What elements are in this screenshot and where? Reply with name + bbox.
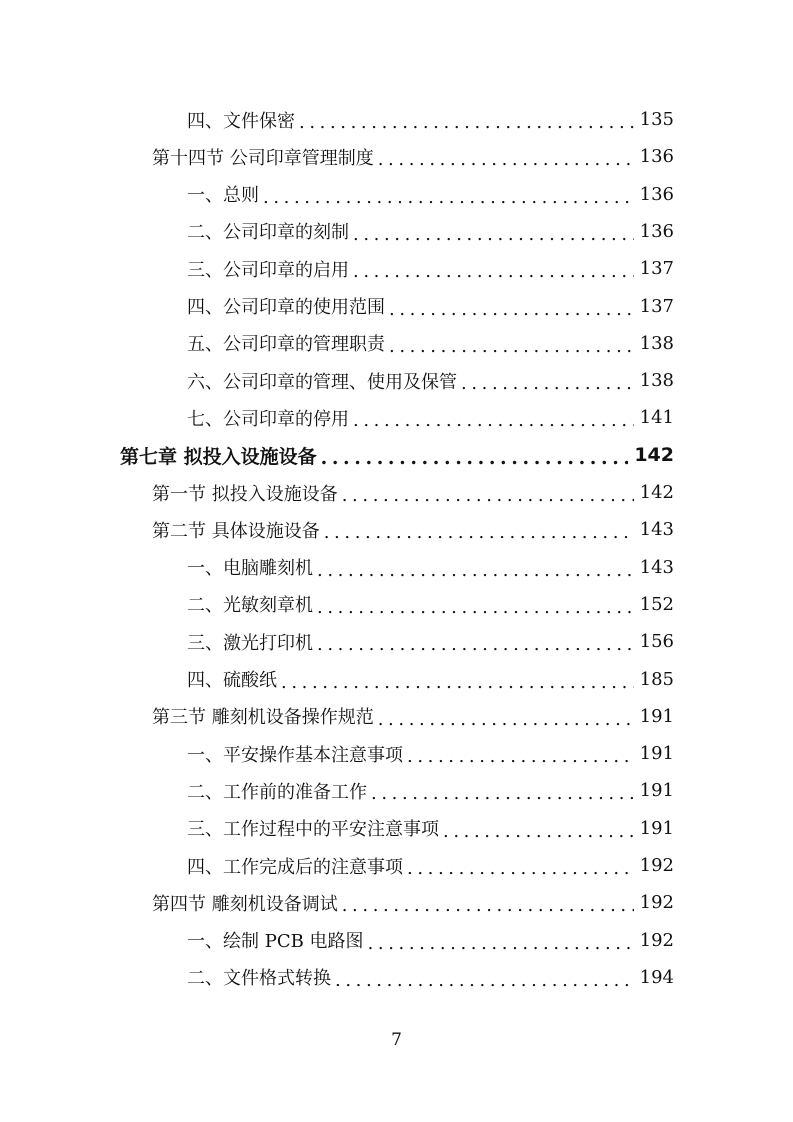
toc-entry-title: 三、公司印章的启用 <box>187 259 349 281</box>
toc-dot-leader <box>321 447 629 469</box>
toc-dot-leader <box>299 112 634 133</box>
toc-dot-leader <box>353 410 634 431</box>
toc-entry-item[interactable] <box>187 325 674 362</box>
toc-entry-item[interactable] <box>187 399 674 436</box>
toc-entry-title: 四、文件保密 <box>187 110 295 132</box>
toc-entry-title: 第四节 雕刻机设备调试 <box>152 893 338 915</box>
toc-entry-page: 192 <box>639 892 674 914</box>
toc-entry-section[interactable] <box>152 884 674 921</box>
toc-dot-leader <box>342 895 634 916</box>
toc-entry-item[interactable] <box>187 213 674 250</box>
toc-dot-leader <box>324 522 634 543</box>
toc-dot-leader <box>378 149 634 170</box>
toc-entry-page: 191 <box>639 780 674 802</box>
toc-entry-page: 135 <box>639 109 674 130</box>
toc-entry-title: 二、公司印章的刻制 <box>187 222 349 244</box>
toc-entry-page: 191 <box>639 743 674 765</box>
toc-entry-title: 一、绘制 PCB 电路图 <box>187 931 364 953</box>
toc-dot-leader <box>389 336 634 357</box>
toc-entry-page: 137 <box>639 295 674 317</box>
toc-entry-page: 136 <box>639 146 674 168</box>
toc-dot-leader <box>335 970 634 991</box>
toc-entry-item[interactable] <box>187 922 674 959</box>
toc-entry-title: 二、工作前的准备工作 <box>187 781 367 803</box>
toc-entry-page: 143 <box>639 556 674 578</box>
toc-entry-page: 191 <box>639 817 674 839</box>
toc-dot-leader <box>353 224 634 245</box>
toc-entry-title: 四、公司印章的使用范围 <box>187 297 385 318</box>
toc-dot-leader <box>371 783 634 804</box>
toc-entry-page: 141 <box>639 407 674 429</box>
toc-entry-item[interactable] <box>187 959 674 996</box>
toc-entry-page: 192 <box>639 855 674 876</box>
toc-dot-leader <box>317 634 634 655</box>
toc-entry-page: 138 <box>639 332 674 354</box>
toc-entry-page: 137 <box>639 258 674 280</box>
toc-entry-title: 第一节 拟投入设施设备 <box>152 483 338 505</box>
toc-dot-leader <box>461 373 634 394</box>
toc-entry-title: 一、平安操作基本注意事项 <box>187 744 403 766</box>
toc-dot-leader <box>368 933 634 954</box>
toc-entry-chapter[interactable] <box>120 437 674 474</box>
toc-entry-page: 192 <box>639 929 674 951</box>
toc-entry-item[interactable] <box>187 586 674 623</box>
toc-entry-item[interactable] <box>187 250 674 287</box>
toc-entry-title: 第三节 雕刻机设备操作规范 <box>152 707 374 729</box>
toc-entry-title: 第十四节 公司印章管理制度 <box>152 147 374 169</box>
toc-dot-leader <box>317 560 634 581</box>
toc-entry-item[interactable] <box>187 623 674 660</box>
toc-entry-item[interactable] <box>187 772 674 809</box>
toc-dot-leader <box>407 746 634 767</box>
toc-entry-title: 三、激光打印机 <box>187 632 313 654</box>
toc-entry-title: 三、工作过程中的平安注意事项 <box>187 819 439 841</box>
toc-entry-title: 第七章 拟投入设施设备 <box>120 445 317 468</box>
page-number: 7 <box>391 1030 402 1050</box>
toc-dot-leader <box>378 709 634 730</box>
toc-entry-item[interactable] <box>187 176 674 213</box>
toc-entry-section[interactable] <box>152 138 674 175</box>
toc-entry-title: 六、公司印章的管理、使用及保管 <box>187 371 457 393</box>
toc-entry-item[interactable] <box>187 810 674 847</box>
toc-dot-leader <box>263 187 634 208</box>
toc-entry-title: 五、公司印章的管理职责 <box>187 334 385 356</box>
toc-entry-page: 156 <box>639 631 674 653</box>
toc-entry-page: 194 <box>639 966 674 988</box>
toc-entry-page: 142 <box>634 444 674 467</box>
toc-entry-page: 143 <box>639 519 674 541</box>
toc-dot-leader <box>342 485 634 506</box>
toc-entry-title: 一、总则 <box>187 185 259 207</box>
toc-entry-page: 152 <box>639 593 674 615</box>
toc-entry-title: 二、文件格式转换 <box>187 968 331 990</box>
toc-entry-page: 142 <box>639 482 674 503</box>
toc-entry-section[interactable] <box>152 511 674 548</box>
toc-entry-item[interactable] <box>187 101 674 138</box>
toc-entry-section[interactable] <box>152 474 674 511</box>
toc-entry-item[interactable] <box>187 288 674 325</box>
toc-entry-title: 一、电脑雕刻机 <box>187 558 313 580</box>
toc-entry-item[interactable] <box>187 847 674 884</box>
toc-entry-page: 185 <box>639 668 674 690</box>
toc-entry-item[interactable] <box>187 362 674 399</box>
toc-dot-leader <box>407 858 634 879</box>
toc-entry-page: 136 <box>639 183 674 205</box>
toc-entry-title: 四、硫酸纸 <box>187 670 277 691</box>
toc-entry-page: 191 <box>639 705 674 727</box>
toc-dot-leader <box>353 261 634 282</box>
toc-entry-title: 二、光敏刻章机 <box>187 595 313 617</box>
toc-entry-item[interactable] <box>187 735 674 772</box>
toc-dot-leader <box>389 299 634 320</box>
toc-dot-leader <box>281 672 634 693</box>
toc-entry-title: 七、公司印章的停用 <box>187 408 349 430</box>
toc-dot-leader <box>443 821 634 842</box>
toc-entry-page: 136 <box>639 220 674 242</box>
toc-dot-leader <box>317 597 634 618</box>
toc-entry-item[interactable] <box>187 549 674 586</box>
toc-entry-title: 第二节 具体设施设备 <box>152 520 320 542</box>
toc-entry-section[interactable] <box>152 698 674 735</box>
toc-entry-page: 138 <box>639 370 674 392</box>
toc-entry-title: 四、工作完成后的注意事项 <box>187 856 403 878</box>
toc-entry-item[interactable] <box>187 661 674 698</box>
